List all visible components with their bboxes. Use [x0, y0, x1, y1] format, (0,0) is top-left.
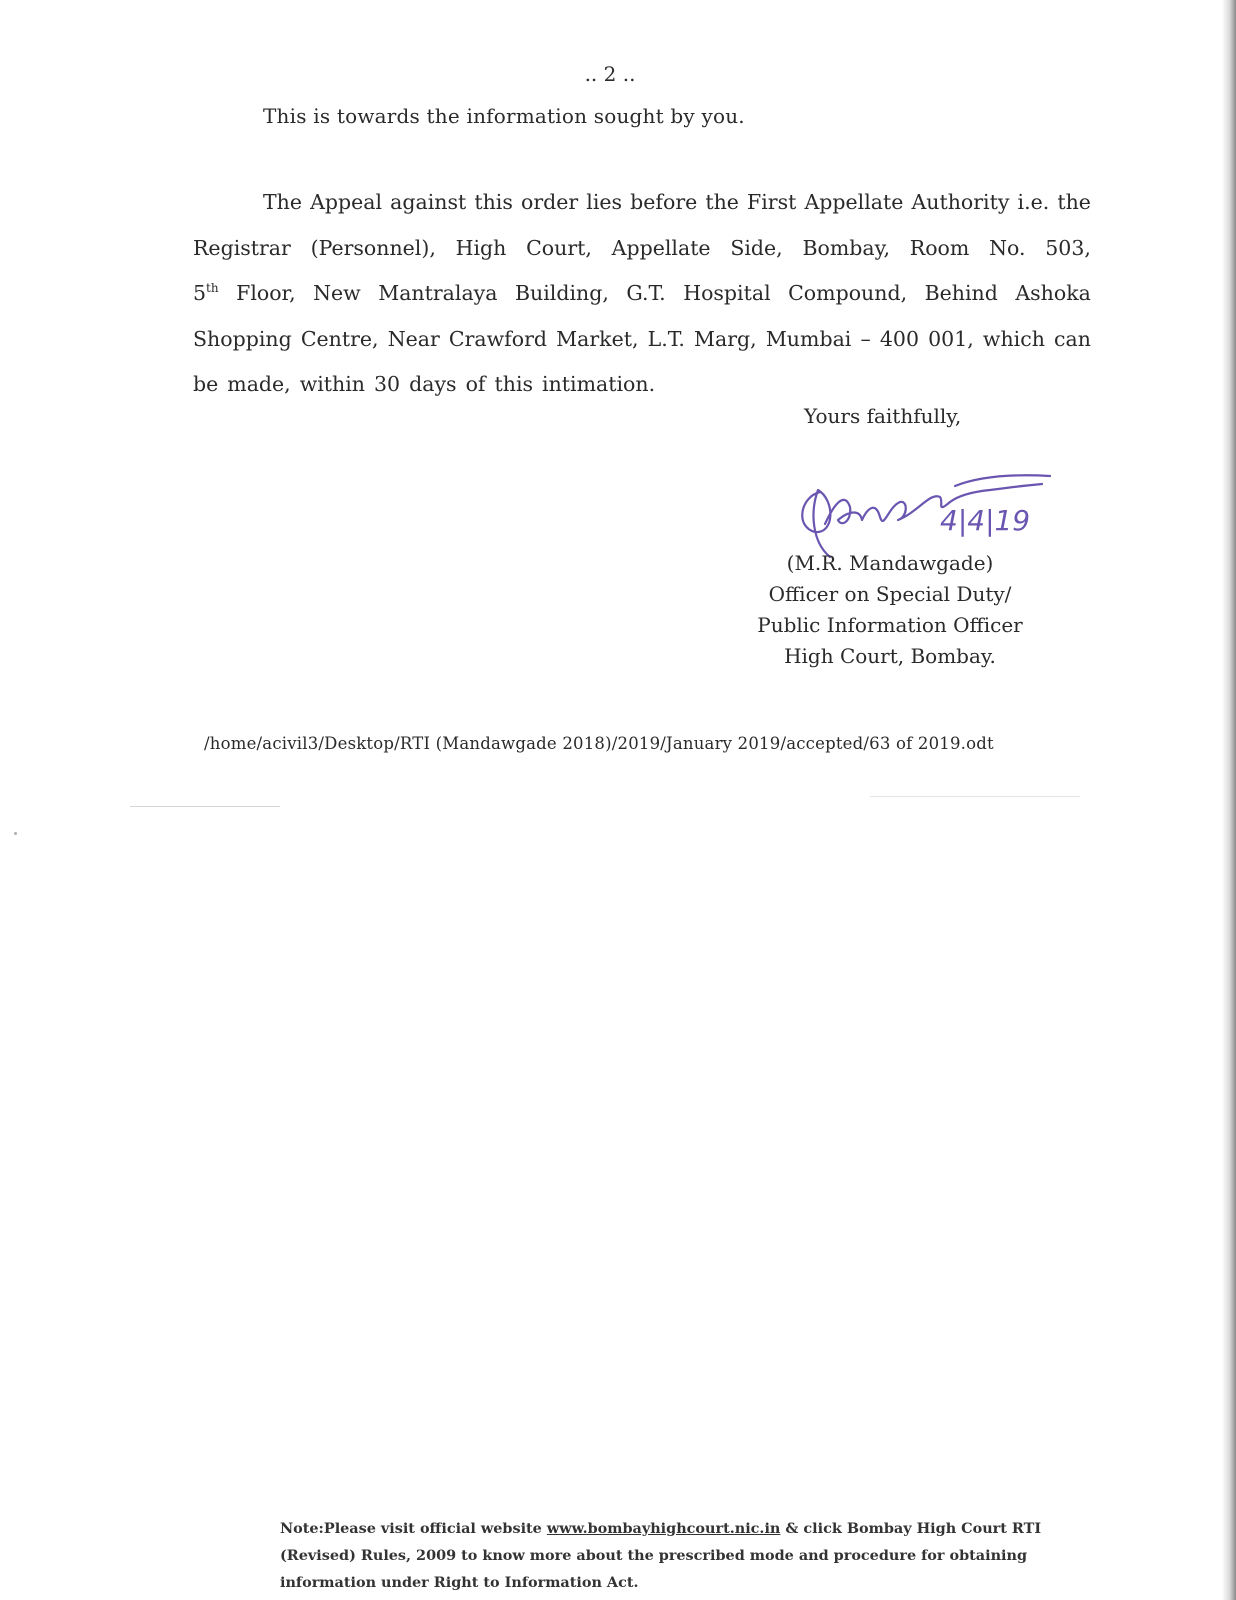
appeal-word: i.e.	[1017, 190, 1050, 214]
appeal-word: –	[860, 326, 871, 351]
note-prefix: Note:Please visit official website	[280, 1520, 547, 1537]
appeal-word: order	[520, 190, 579, 214]
appeal-word: (Personnel),	[310, 235, 436, 260]
handwritten-signature	[790, 462, 1090, 562]
appeal-word: No.	[989, 235, 1026, 260]
appeal-word: Market,	[556, 326, 639, 351]
appeal-word: lies	[586, 190, 623, 214]
scan-artifact-line	[130, 806, 280, 807]
closing-salutation: Yours faithfully,	[804, 404, 962, 428]
intro-paragraph: This is towards the information sought by you.	[263, 104, 745, 128]
appeal-word: First	[747, 190, 797, 214]
appeal-word: Room	[909, 235, 970, 260]
appeal-word: of	[465, 372, 486, 396]
appeal-word: 400	[879, 326, 919, 351]
file-path-footer: /home/acivil3/Desktop/RTI (Mandawgade 2018)/2019/January 2019/accepted/63 of 2019.odt	[204, 734, 994, 753]
appeal-word: made,	[227, 372, 291, 396]
appeal-word: within	[299, 372, 366, 396]
appeal-word: Authority	[911, 190, 1010, 214]
appeal-word: 001,	[928, 326, 974, 351]
appeal-word: Registrar	[193, 235, 291, 260]
appeal-word: Near	[387, 326, 440, 351]
appeal-word: Appellate	[611, 235, 711, 260]
appeal-word: The	[263, 190, 303, 214]
signatory-block	[740, 548, 1040, 672]
note-suffix: & click Bombay High Court RTI (Revised) Rules, 2009 to know more about the prescribed mode and procedure for obtaining information under Right to Information Act.	[280, 1520, 1042, 1591]
signature-date: 4|4|19	[940, 504, 1031, 537]
appeal-line-2	[193, 226, 1091, 272]
appeal-word: Behind	[924, 281, 998, 305]
appeal-word: the	[1057, 190, 1091, 214]
signatory-designation-pio: Public Information Officer	[757, 613, 1023, 637]
appeal-line-3	[193, 271, 1091, 317]
ordinal-suffix: th	[206, 281, 219, 296]
rti-note	[280, 1515, 1100, 1596]
appeal-word: Mumbai	[765, 326, 852, 351]
appeal-word: against	[390, 190, 467, 214]
scan-artifact-line	[870, 796, 1080, 797]
appeal-word: Building,	[514, 281, 609, 305]
appeal-word: Side,	[730, 235, 783, 260]
appeal-word: Shopping	[193, 326, 292, 351]
appeal-word: be	[193, 372, 219, 396]
appeal-word: Floor,	[236, 281, 296, 305]
appeal-word: intimation.	[542, 372, 656, 396]
appeal-word: Compound,	[788, 281, 908, 305]
appeal-word: Appeal	[310, 190, 383, 214]
signatory-office: High Court, Bombay.	[784, 644, 996, 668]
appeal-word: 503,	[1045, 235, 1091, 260]
appeal-line-1	[193, 180, 1091, 226]
appeal-word: before	[630, 190, 698, 214]
appeal-word: which	[982, 326, 1045, 351]
appeal-word: Hospital	[683, 281, 771, 305]
appeal-word: Ashoka	[1015, 281, 1091, 305]
appeal-word: the	[705, 190, 739, 214]
appeal-word: this	[474, 190, 513, 214]
appeal-word: 5th	[193, 281, 219, 305]
appeal-word: L.T.	[647, 326, 685, 351]
page-number: .. 2 ..	[584, 62, 636, 86]
appeal-word: New	[313, 281, 361, 305]
appeal-word: Mantralaya	[378, 281, 498, 305]
appeal-word: Crawford	[448, 326, 548, 351]
appeal-word: Court,	[526, 235, 592, 260]
scan-artifact-dot	[14, 832, 17, 835]
appeal-word: G.T.	[626, 281, 666, 305]
appeal-line-5	[193, 362, 1091, 408]
appeal-word: can	[1054, 326, 1091, 351]
signatory-designation: Officer on Special Duty/	[768, 582, 1012, 606]
signatory-name: (M.R. Mandawgade)	[786, 551, 994, 575]
appeal-word: this	[494, 372, 534, 396]
appeal-word: days	[409, 372, 457, 396]
appeal-line-4	[193, 317, 1091, 363]
appeal-word: Bombay,	[802, 235, 891, 260]
appeal-word: Centre,	[300, 326, 379, 351]
appeal-word: High	[455, 235, 507, 260]
appeal-word: Appellate	[804, 190, 904, 214]
website-link[interactable]: www.bombayhighcourt.nic.in	[546, 1520, 781, 1537]
appeal-word: 30	[374, 372, 401, 396]
scan-page-edge	[1222, 0, 1236, 1600]
appeal-paragraph	[193, 180, 1091, 408]
appeal-word: Marg,	[694, 326, 757, 351]
